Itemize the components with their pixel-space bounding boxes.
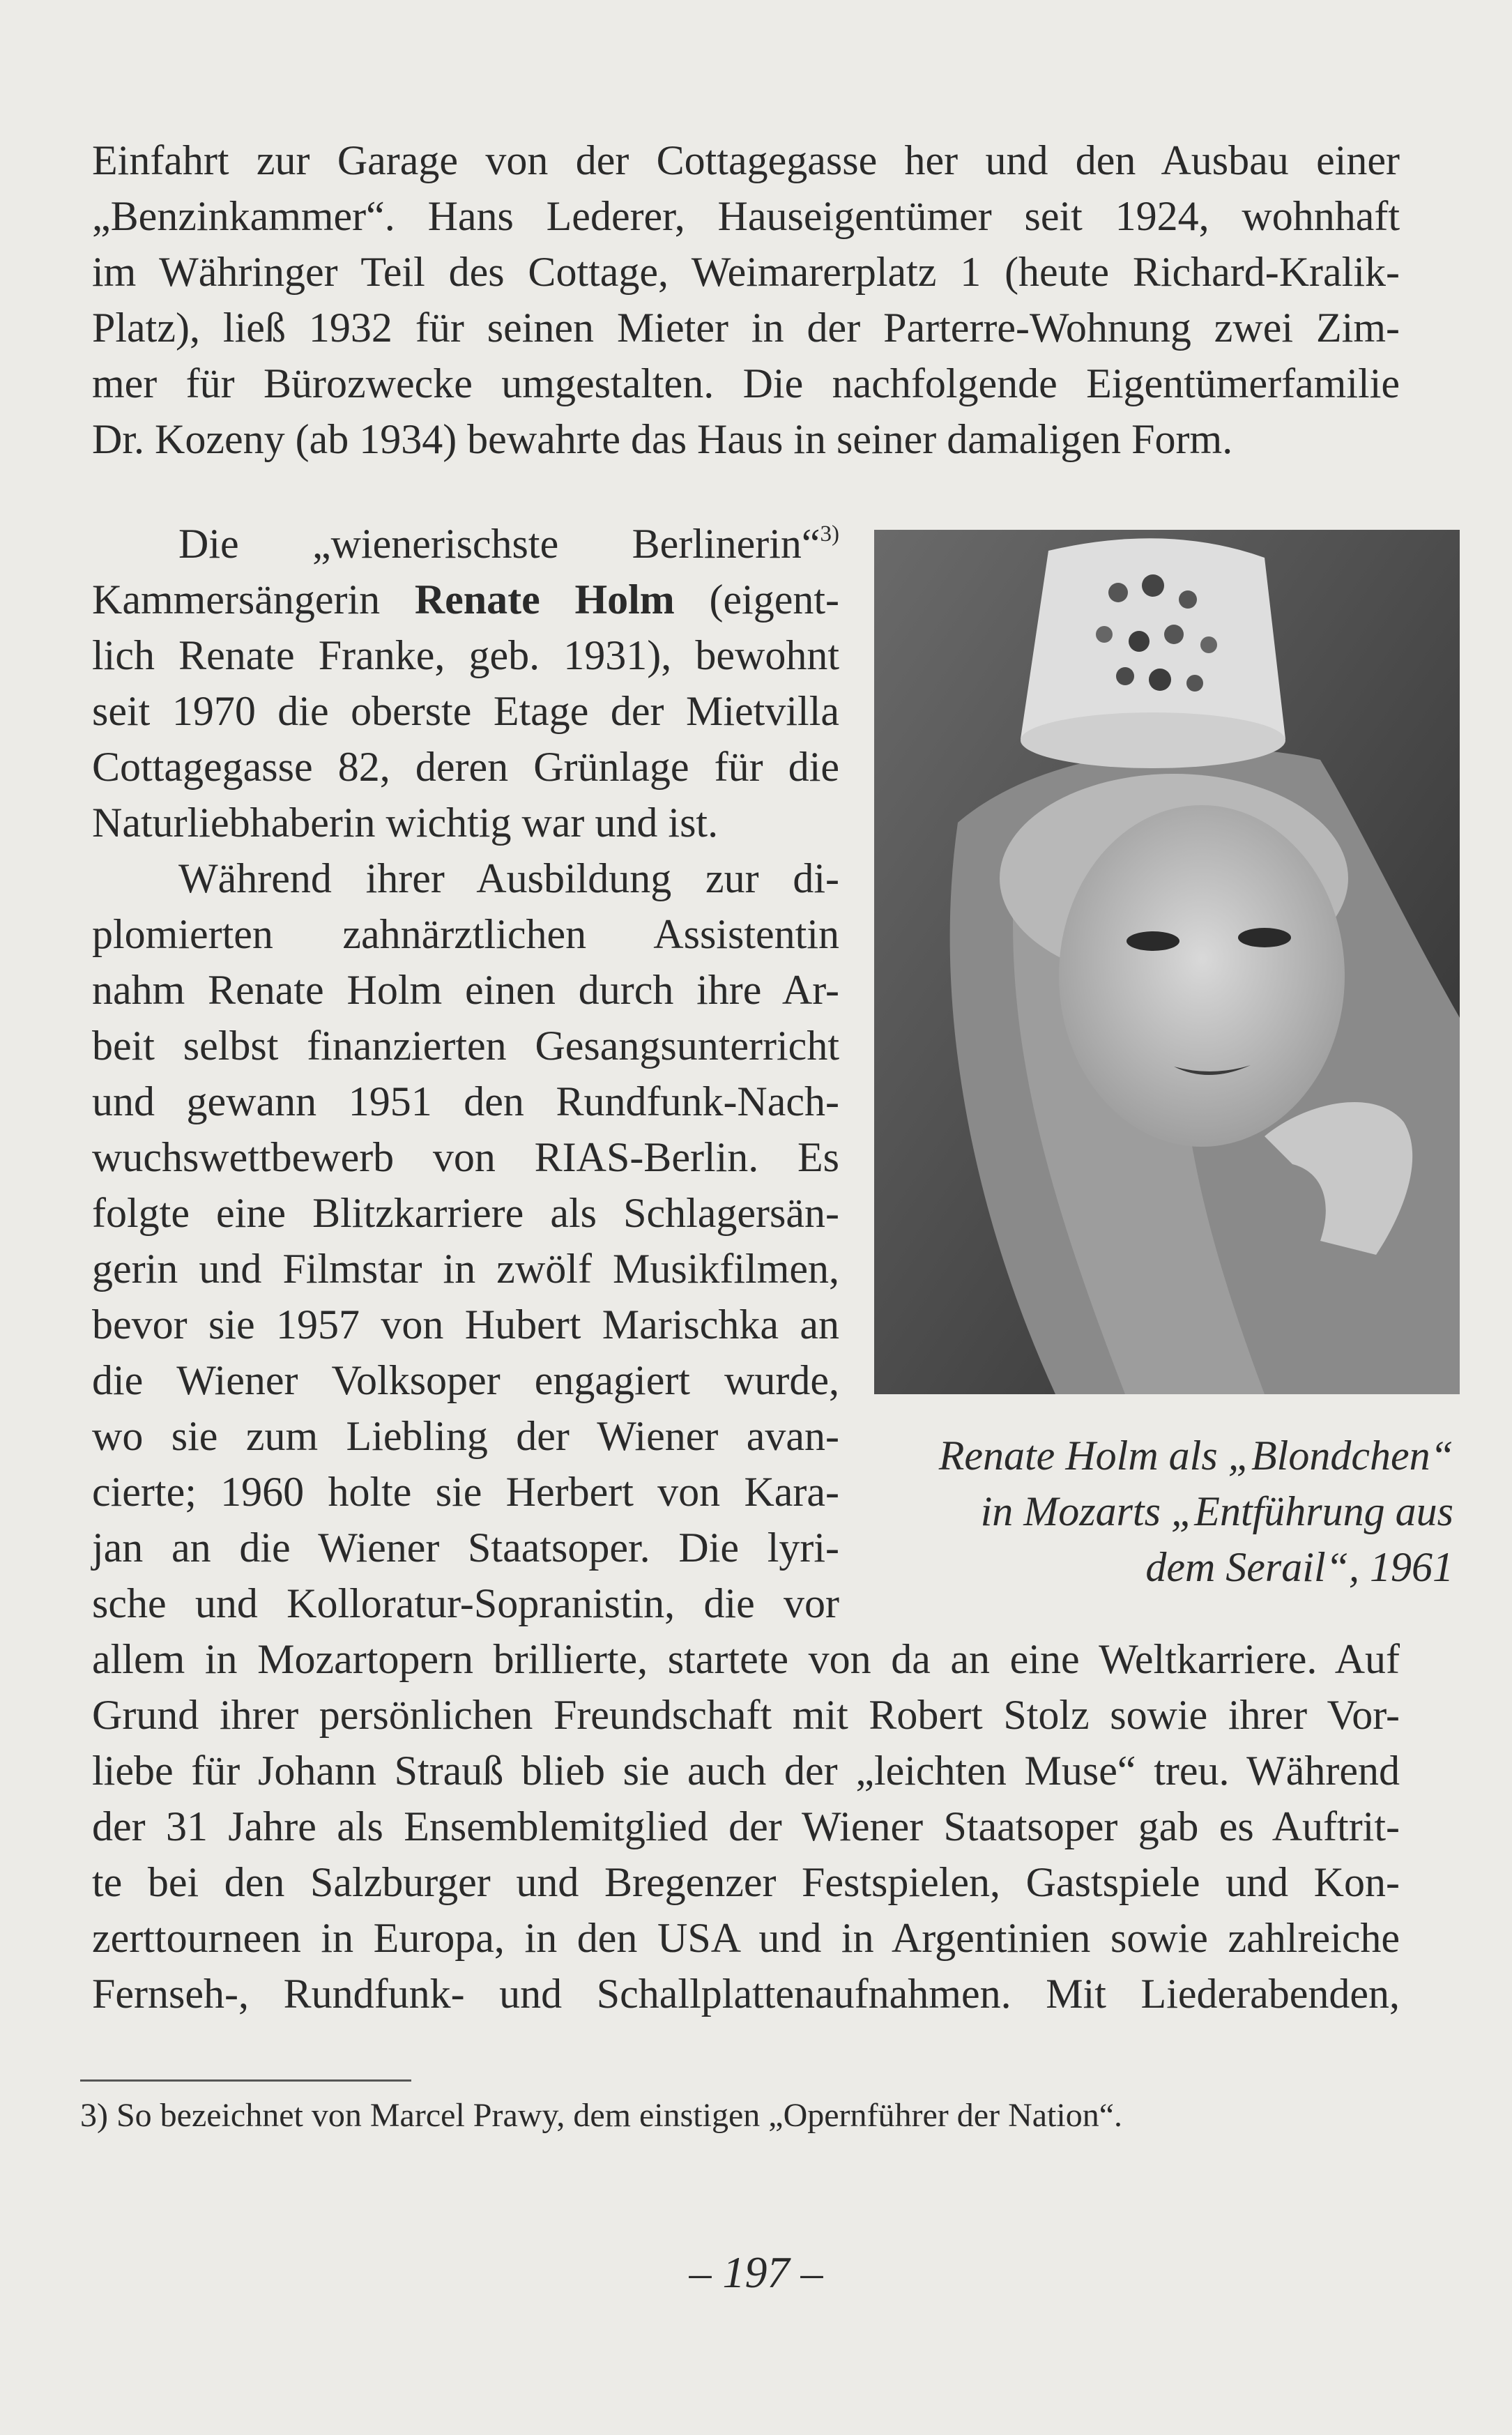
body-line: bevor sie 1957 von Hubert Marischka an [92, 1302, 839, 1348]
photo-caption-line: in Mozarts „Entführung aus [980, 1488, 1453, 1534]
body-line: wuchswettbewerb von RIAS-Berlin. Es [92, 1134, 839, 1180]
body-line: Grund ihrer persönlichen Freundschaft mit Robert Stolz sowie ihrer Vor- [92, 1692, 1400, 1738]
photo-caption-line: dem Serail“, 1961 [1145, 1544, 1453, 1590]
footnote-reference: 3) [820, 521, 839, 547]
body-line: Cottagegasse 82, deren Grünlage für die [92, 744, 839, 790]
body-line: Dr. Kozeny (ab 1934) bewahrte das Haus in seiner damaligen Form. [92, 416, 1233, 462]
footnote-rule [80, 2079, 411, 2082]
body-line: Naturliebhaberin wichtig war und ist. [92, 800, 719, 846]
body-line: folgte eine Blitzkarriere als Schlagersän- [92, 1190, 839, 1236]
body-line: cierte; 1960 holte sie Herbert von Kara- [92, 1469, 839, 1515]
person-name-bold: Renate Holm [414, 577, 675, 623]
photo-caption-line: Renate Holm als „Blondchen“ [938, 1433, 1453, 1479]
body-line: Einfahrt zur Garage von der Cottagegasse her und den Ausbau einer [92, 137, 1400, 183]
body-line: gerin und Filmstar in zwölf Musikfilmen, [92, 1246, 839, 1292]
body-line: der 31 Jahre als Ensemblemitglied der Wiener Staatsoper gab es Auftrit- [92, 1803, 1400, 1849]
body-line: Fernseh-, Rundfunk- und Schallplattenaufnahmen. Mit Liederabenden, [92, 1971, 1400, 2017]
portrait-photo [874, 530, 1460, 1394]
body-line: liebe für Johann Strauß blieb sie auch der „leichten Muse“ treu. Während [92, 1748, 1400, 1794]
body-line: mer für Bürozwecke umgestalten. Die nachfolgende Eigentümerfamilie [92, 360, 1400, 406]
body-line: te bei den Salzburger und Bregenzer Festspielen, Gastspiele und Kon- [92, 1859, 1400, 1905]
body-line: wo sie zum Liebling der Wiener avan- [92, 1413, 839, 1459]
body-line: „Benzinkammer“. Hans Lederer, Hauseigentümer seit 1924, wohnhaft [92, 193, 1400, 239]
body-line: seit 1970 die oberste Etage der Mietvilla [92, 688, 839, 734]
body-line: Platz), ließ 1932 für seinen Mieter in der Parterre-Wohnung zwei Zim- [92, 305, 1400, 351]
inline-text: Die „wienerischste Berlinerin“ [178, 521, 820, 567]
body-line: nahm Renate Holm einen durch ihre Ar- [92, 967, 839, 1013]
body-line: jan an die Wiener Staatsoper. Die lyri- [92, 1525, 839, 1571]
body-line: allem in Mozartopern brillierte, startete von da an eine Weltkarriere. Auf [92, 1636, 1400, 1682]
page-number: – 197 – [689, 2247, 823, 2297]
body-line: und gewann 1951 den Rundfunk-Nach- [92, 1078, 839, 1124]
body-line [92, 572, 839, 627]
body-line: sche und Kolloratur-Sopranistin, die vor [92, 1580, 839, 1626]
body-line: plomierten zahnärztlichen Assistentin [92, 911, 839, 957]
body-line: lich Renate Franke, geb. 1931), bewohnt [92, 632, 839, 678]
portrait-illustration [874, 530, 1460, 1394]
body-line: die Wiener Volksoper engagiert wurde, [92, 1357, 839, 1403]
body-line: im Währinger Teil des Cottage, Weimarerplatz 1 (heute Richard-Kralik- [92, 249, 1400, 295]
body-line: zerttourneen in Europa, in den USA und in Argentinien sowie zahlreiche [92, 1915, 1400, 1961]
body-line: beit selbst finanzierten Gesangsunterricht [92, 1023, 839, 1069]
inline-text: Kammersängerin [92, 577, 415, 623]
inline-text: (eigent- [674, 577, 840, 623]
body-line: Während ihrer Ausbildung zur di- [178, 855, 839, 901]
body-line [92, 516, 839, 572]
footnote: 3) So bezeichnet von Marcel Prawy, dem einstigen „Opernführer der Nation“. [80, 2097, 1123, 2134]
